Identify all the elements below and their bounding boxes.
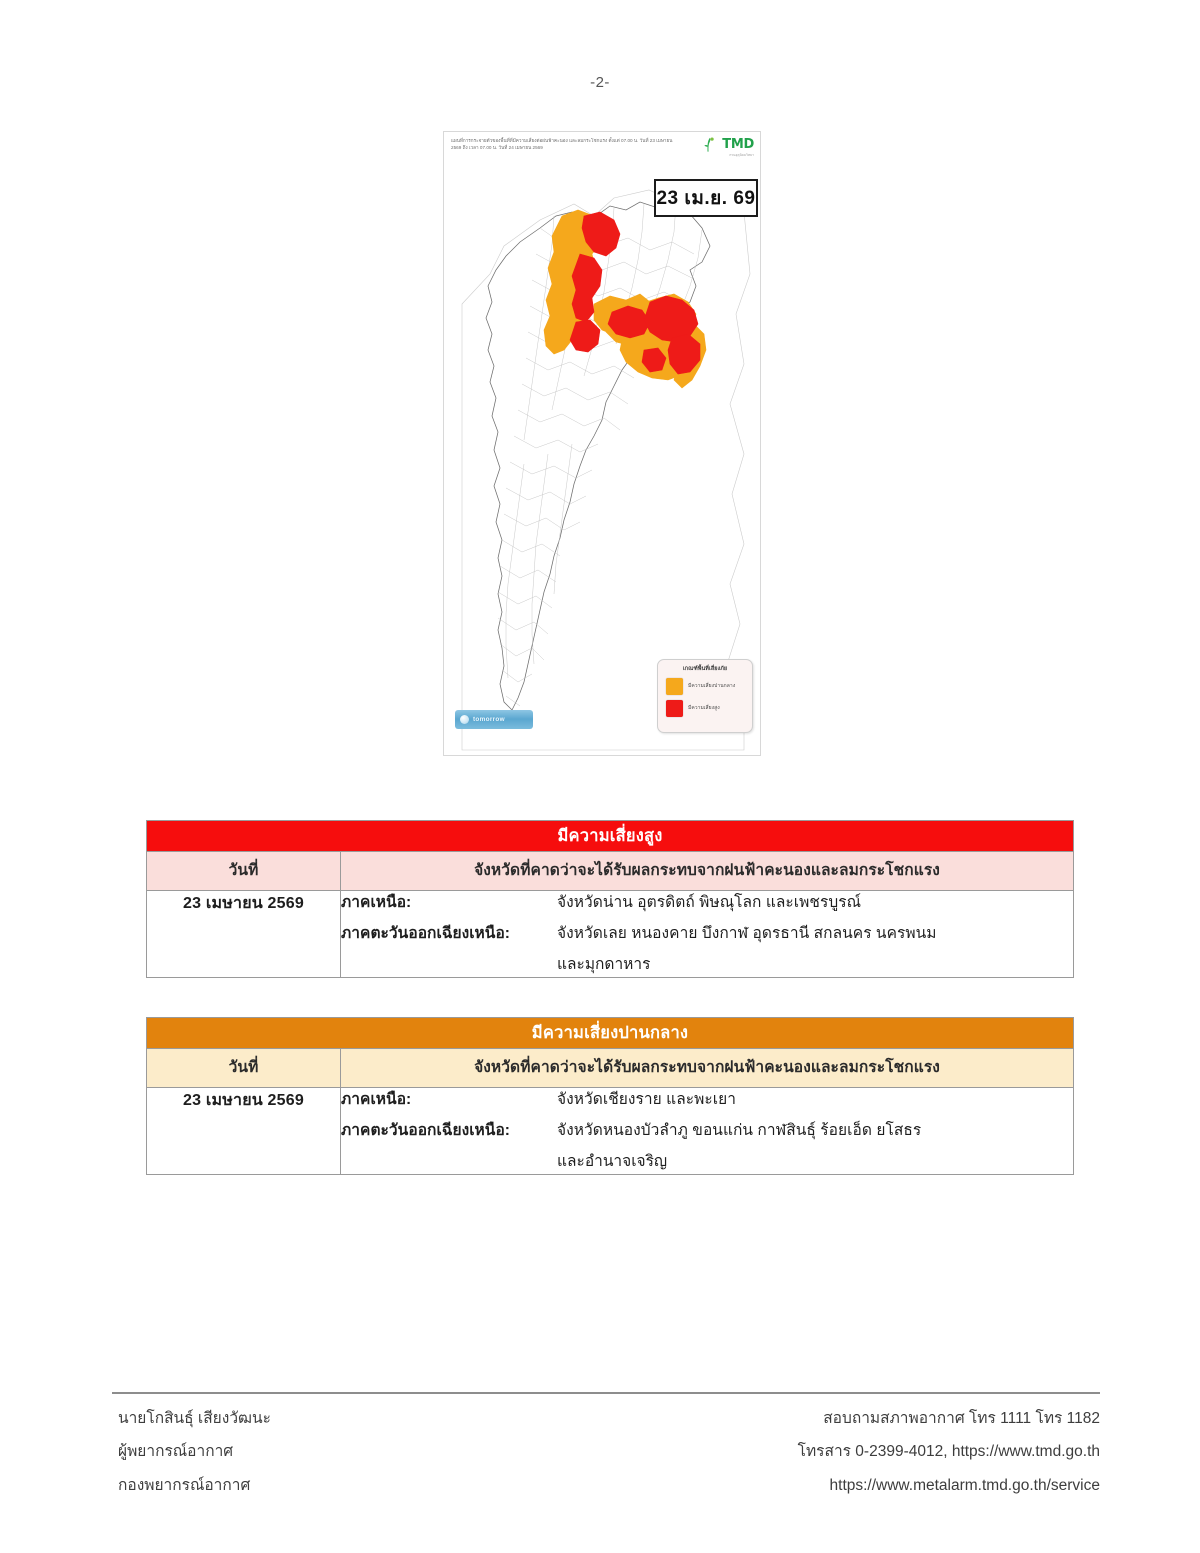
contact-fax-website-line: โทรสาร 0-2399-4012, https://www.tmd.go.th [797,1443,1100,1461]
moderate-risk-band-title: มีความเสี่ยงปานกลาง [147,1018,1074,1049]
tmd-emblem-icon [700,135,719,154]
forecaster-division: กองพยากรณ์อากาศ [118,1476,251,1494]
moderate-risk-table [146,1017,1074,1175]
table-row [147,891,1074,978]
region-values-northeast: จังหวัดเลย หนองคาย บึงกาฬ อุดรธานี สกลนคร นครพนม [557,925,937,943]
region-north [341,891,1073,915]
map-legend [657,659,753,733]
page-number: -2- [590,74,610,91]
forecaster-title: ผู้พยากรณ์อากาศ [118,1443,234,1461]
legend-title: เกณฑ์พื้นที่เสี่ยงภัย [682,666,728,672]
column-header-date: วันที่ [147,1049,341,1088]
legend-swatch-high [666,700,683,717]
contact-phone-line: สอบถามสภาพอากาศ โทร 1111 โทร 1182 [823,1410,1100,1427]
footer-signature-block [118,1402,271,1502]
region-values-northeast-continued: และมุกดาหาร [557,956,651,974]
legend-label-moderate: มีความเสี่ยงปานกลาง [688,682,736,689]
region-label-northeast: ภาคตะวันออกเฉียงเหนือ: [341,1122,511,1140]
high-risk-table [146,820,1074,978]
map-date-badge: 23 เม.ย. 69 [654,179,758,217]
region-values-northeast: จังหวัดหนองบัวลำภู ขอนแก่น กาฬสินธุ์ ร้อยเอ็ด ยโสธร [557,1122,922,1140]
tomorrow-logo-icon [460,715,469,724]
region-values-north: จังหวัดน่าน อุตรดิตถ์ พิษณุโลก และเพชรบูรณ์ [557,894,862,911]
high-risk-band-title: มีความเสี่ยงสูง [147,821,1074,852]
footer-divider [112,1392,1100,1394]
region-label-north: ภาคเหนือ: [341,1091,412,1108]
table-band-row [147,821,1074,852]
legend-swatch-moderate [666,678,683,695]
contact-service-url: https://www.metalarm.tmd.go.th/service [829,1476,1100,1494]
tmd-logo-subtitle: กรมอุตุนิยมวิทยา [729,153,754,157]
column-header-date: วันที่ [147,852,341,891]
column-header-provinces: จังหวัดที่คาดว่าจะได้รับผลกระทบจากฝนฟ้าคะนองและลมกระโชกแรง [341,852,1074,891]
footer-contact-block [798,1402,1100,1502]
column-header-provinces: จังหวัดที่คาดว่าจะได้รับผลกระทบจากฝนฟ้าคะนองและลมกระโชกแรง [341,1049,1074,1088]
region-north [341,1088,1073,1112]
tomorrow-label: tomorrow [473,716,505,723]
cell-provinces [341,891,1074,978]
cell-date: 23 เมษายน 2569 [147,1088,341,1175]
tomorrow-watermark [455,710,533,729]
table-header-row [147,1049,1074,1088]
table-band-row [147,1018,1074,1049]
tmd-logo [700,135,754,154]
region-values-north: จังหวัดเชียงราย และพะเยา [557,1091,737,1108]
cell-date: 23 เมษายน 2569 [147,891,341,978]
cell-provinces [341,1088,1074,1175]
region-label-north: ภาคเหนือ: [341,894,412,911]
region-label-northeast: ภาคตะวันออกเฉียงเหนือ: [341,925,511,943]
table-row [147,1088,1074,1175]
legend-item-high [663,700,747,717]
tmd-wordmark: TMD [722,137,754,152]
legend-label-high: มีความเสี่ยงสูง [688,704,720,711]
legend-item-moderate [663,678,747,695]
region-northeast [341,922,1073,946]
region-values-northeast-continued: และอำนาจเจริญ [557,1153,668,1171]
region-northeast [341,1119,1073,1143]
table-header-row [147,852,1074,891]
forecaster-name: นายโกสินธุ์ เสียงวัฒนะ [118,1410,271,1427]
risk-map-figure [443,131,761,756]
map-caption: แผนที่การกระจายตัวของพื้นที่ที่มีความเสี่ยงต่อฝนฟ้าคะนอง และลมกระโชกแรง ตั้งแต่ 07.00 น. วันที่ 23 เมษายน 2569 ถึง เวลา 07.00 น. วันที่ 24 เมษายน 2569 [451,138,673,151]
